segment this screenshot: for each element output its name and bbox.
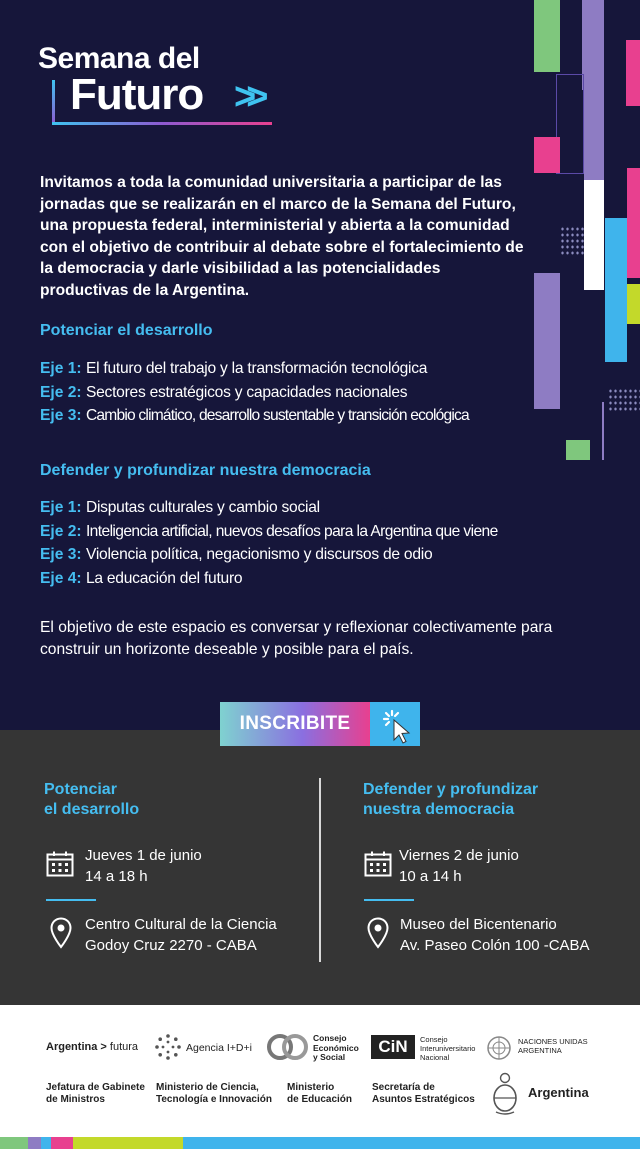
calendar-icon	[46, 851, 74, 877]
logo-line2: Futuro	[70, 70, 204, 119]
jefatura-label	[46, 1082, 145, 1106]
deco-bar-green-small	[566, 440, 590, 460]
eje-label: Eje 4:	[40, 569, 82, 587]
cin-line: Nacional	[420, 1053, 450, 1062]
agencia-label: Agencia I+D+i	[186, 1042, 252, 1054]
ministerio-educacion-line: de Educación	[287, 1094, 353, 1105]
eje-item	[40, 543, 498, 567]
onu-line: NACIONES UNIDAS	[518, 1037, 588, 1046]
event2-title-line1: Defender y profundizar	[363, 781, 539, 798]
eje-label: Eje 3:	[40, 546, 82, 563]
deco-bar-line	[602, 402, 604, 460]
eje-label: Eje 3:	[40, 407, 82, 424]
logo-frame-horizontal	[52, 122, 272, 125]
closing-paragraph: El objetivo de este espacio es conversar y reflexionar colectivamente para construir un horizonte deseable y posible para el país.	[40, 619, 553, 658]
calendar-icon	[364, 851, 392, 877]
ministerio-ciencia-line: Ministerio de Ciencia,	[156, 1082, 259, 1093]
argentina-coat-of-arms-icon	[490, 1072, 520, 1116]
event2-title-line2: nuestra democracia	[363, 801, 515, 818]
event1-title-line2: el desarrollo	[44, 801, 140, 818]
event2-location	[400, 914, 590, 956]
deco-bar-outline	[556, 74, 584, 174]
eje-item	[40, 496, 498, 520]
eje-text: Disputas culturales y cambio social	[85, 499, 320, 516]
argentina-futura-logo	[46, 1041, 138, 1053]
eje-text: El futuro del trabajo y la transformación tecnológica	[85, 360, 428, 377]
eje-item	[40, 404, 469, 428]
un-emblem-icon	[484, 1034, 514, 1062]
consejo-line: y Social	[313, 1052, 346, 1062]
deco-bar-cyan	[605, 218, 627, 362]
eje-item	[40, 567, 498, 591]
deco-bar-purple-tall	[584, 30, 604, 180]
eje-label: Eje 1:	[40, 360, 82, 377]
event1-rule	[46, 899, 96, 901]
onu-line: ARGENTINA	[518, 1046, 562, 1055]
eje-text: Inteligencia artificial, nuevos desafíos para la Argentina que viene	[85, 522, 498, 540]
deco-bar-purple-mid	[534, 273, 560, 409]
deco-bar-white	[584, 180, 604, 290]
stripe-cyan-long	[183, 1137, 640, 1149]
location-pin-icon	[50, 917, 72, 949]
stripe-cyan	[41, 1137, 51, 1149]
stripe-lime	[73, 1137, 183, 1149]
event2-day: Viernes 2 de junio	[399, 847, 519, 864]
eje-text: Violencia política, negacionismo y discursos de odio	[85, 546, 433, 563]
consejo-logo-icon	[266, 1033, 310, 1061]
location-pin-icon	[367, 917, 389, 949]
stripe-green	[0, 1137, 28, 1149]
event2-date	[399, 845, 519, 887]
event1-hours: 14 a 18 h	[85, 868, 148, 885]
section1-title: Potenciar el desarrollo	[40, 322, 213, 339]
ministerio-educacion-line: Ministerio	[287, 1082, 335, 1093]
event1-address: Godoy Cruz 2270 - CABA	[85, 937, 257, 954]
deco-bar-pink-left	[534, 137, 560, 173]
event2-address: Av. Paseo Colón 100 -CABA	[400, 937, 590, 954]
inscribite-button[interactable]: INSCRIBITE	[220, 702, 370, 746]
event1-date	[85, 845, 202, 887]
ministerio-ciencia-label	[156, 1082, 272, 1106]
cursor-click-icon[interactable]	[370, 702, 420, 746]
onu-label	[518, 1037, 588, 1055]
logo-arrows-icon: >>	[234, 76, 259, 118]
deco-bar-pink-top	[626, 40, 640, 106]
deco-bar-green-top	[534, 0, 560, 72]
event1-venue: Centro Cultural de la Ciencia	[85, 916, 277, 933]
eje-text: Sectores estratégicos y capacidades nacionales	[85, 383, 408, 401]
event2-hours: 10 a 14 h	[399, 868, 462, 885]
eje-item	[40, 381, 469, 405]
logo-line1: Semana del	[38, 42, 200, 75]
jefatura-line: de Ministros	[46, 1094, 105, 1105]
section1-ejes	[40, 357, 469, 428]
event1-title-line1: Potenciar	[44, 781, 117, 798]
event2-rule	[364, 899, 414, 901]
argentina-futura-a: Argentina	[46, 1041, 98, 1053]
stripe-pink	[51, 1137, 73, 1149]
event2-title	[363, 780, 538, 820]
eje-label: Eje 1:	[40, 499, 82, 516]
event1-location	[85, 914, 277, 956]
consejo-line: Consejo	[313, 1033, 347, 1043]
event1-title	[44, 780, 139, 820]
eje-label: Eje 2:	[40, 383, 82, 401]
ministerio-ciencia-line: Tecnología e Innovación	[156, 1094, 272, 1105]
intro-paragraph: Invitamos a toda la comunidad universitaria a participar de las jornadas que se realizarán en el marco de la Semana del Futuro, una propuesta federal, interministerial y abierta a la comunidad con el objetivo de contribuir al debate sobre el fortalecimiento de la democracia y darle visibilidad a las potencialidades productivas de la Argentina.	[40, 174, 524, 299]
deco-dots-1	[560, 226, 584, 256]
sponsors-footer	[0, 1005, 640, 1149]
cin-label	[420, 1035, 475, 1062]
deco-dots-2	[608, 388, 640, 412]
jefatura-line: Jefatura de Gabinete	[46, 1082, 145, 1093]
cin-line: Interuniversitario	[420, 1044, 476, 1053]
argentina-futura-arrow-icon: >	[100, 1041, 107, 1053]
argentina-label: Argentina	[528, 1085, 589, 1100]
cin-logo: CiN	[371, 1035, 415, 1059]
eje-item	[40, 520, 498, 544]
secretaria-line: Secretaría de	[372, 1082, 435, 1093]
deco-bar-pink-right	[627, 168, 640, 278]
stripe-purple	[28, 1137, 41, 1149]
consejo-label	[313, 1034, 359, 1063]
event2-venue: Museo del Bicentenario	[400, 916, 557, 933]
consejo-line: Económico	[313, 1042, 359, 1053]
agencia-logo-icon	[154, 1033, 182, 1061]
column-divider	[319, 778, 321, 962]
section2-title: Defender y profundizar nuestra democracia	[40, 462, 371, 479]
cin-line: Consejo	[420, 1035, 448, 1044]
eje-text: Cambio climático, desarrollo sustentable y transición ecológica	[85, 407, 469, 424]
eje-label: Eje 2:	[40, 522, 82, 540]
eje-text: La educación del futuro	[85, 569, 243, 587]
eje-item	[40, 357, 469, 381]
secretaria-line: Asuntos Estratégicos	[372, 1094, 475, 1105]
argentina-futura-b: futura	[109, 1041, 139, 1053]
section2-ejes	[40, 496, 498, 590]
secretaria-label	[372, 1082, 475, 1106]
ministerio-educacion-label	[287, 1082, 352, 1106]
logo-frame-vertical	[52, 80, 55, 124]
event1-day: Jueves 1 de junio	[85, 847, 202, 864]
deco-bar-lime	[627, 284, 640, 324]
